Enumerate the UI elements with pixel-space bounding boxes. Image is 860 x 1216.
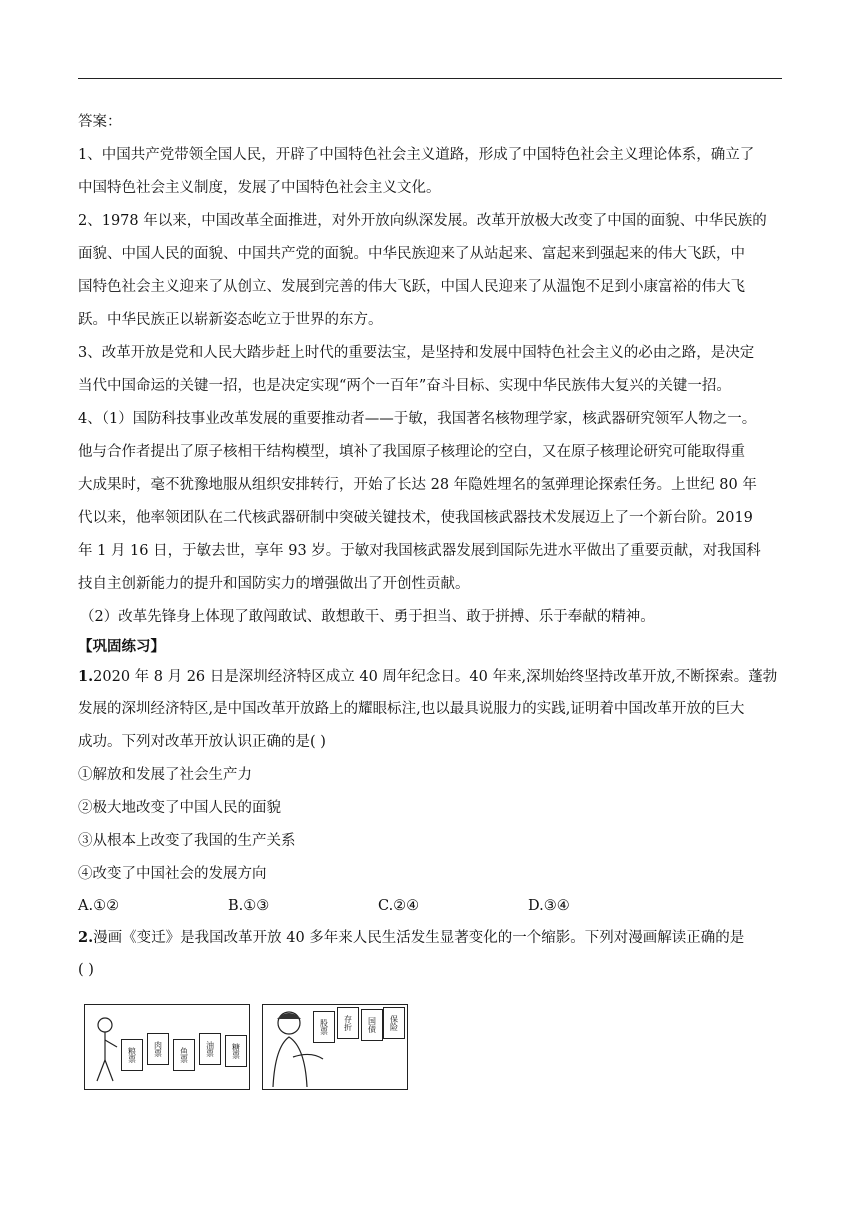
person-figure-icon bbox=[91, 1015, 121, 1085]
option-b[interactable]: B.①③ bbox=[228, 898, 270, 914]
answer-label: 答案： bbox=[78, 114, 122, 130]
answer-options bbox=[78, 891, 782, 921]
option-c[interactable]: C.②④ bbox=[378, 898, 420, 914]
header-rule bbox=[78, 78, 782, 79]
ticket: 国债 bbox=[361, 1009, 383, 1041]
ticket: 股票 bbox=[313, 1011, 335, 1043]
cartoon-panel-present bbox=[262, 1004, 408, 1090]
cartoon-panel-past bbox=[84, 1004, 250, 1090]
answer-4: 4、（1）国防科技事业改革发展的重要推动者——于敏，我国著名核物理学家，核武器研究领军人物之一。 他与合作者提出了原子核相干结构模型，填补了我国原子核理论的空白，又在原子核理论研究可能取得重 大成果时，毫不犹豫地服从组织安排转行，开始了长达 28 年隐姓埋名的氢弹理论探索任务。上世纪 80 年 代以来，他率领团队在二代核武器研制中突破关键技术，使我国核武器技术发展迈上了一个新台阶。2019 年 1 月 16 日，于敏去世，享年 93 岁。于敏对我国核武器发展到国际先进水平做出了重要贡献，对我国科 技自主创新能力的提升和国防实力的增强做出了开创性贡献。 bbox=[78, 411, 761, 592]
question-number: 2. bbox=[78, 929, 94, 946]
question-2: 2.漫画《变迁》是我国改革开放 40 多年来人民生活发生显著变化的一个缩影。下列对漫画解读正确的是 ( ) bbox=[78, 929, 745, 978]
ticket: 肉票 bbox=[147, 1033, 169, 1065]
ticket: 存折 bbox=[337, 1007, 359, 1039]
question-1: 1.2020 年 8 月 26 日是深圳经济特区成立 40 周年纪念日。40 年来,深圳始终坚持改革开放,不断探索。蓬勃 发展的深圳经济特区,是中国改革开放路上的耀眼标注,也以最具说服力的实践,证明着中国改革开放的巨大 成功。下列对改革开放认识正确的是( ) ①解放和发展了社会生产力 ②极大地改变了中国人民的面貌 ③从根本上改变了我国的生产关系 ④改变了中国社会的发展方向 A.①② B.①③ C.②④ D.③④ bbox=[78, 660, 782, 921]
statement: ①解放和发展了社会生产力 bbox=[78, 767, 252, 783]
answer-1: 1、中国共产党带领全国人民，开辟了中国特色社会主义道路，形成了中国特色社会主义理论体系，确立了 中国特色社会主义制度，发展了中国特色社会主义文化。 bbox=[78, 147, 755, 196]
answer-2: 2、1978 年以来，中国改革全面推进，对外开放向纵深发展。改革开放极大改变了中国的面貌、中华民族的 面貌、中国人民的面貌、中国共产党的面貌。中华民族迎来了从站起来、富起来到强起来的伟大飞跃，中 国特色社会主义迎来了从创立、发展到完善的伟大飞跃，中国人民迎来了从温饱不足到小康富裕的伟大飞 跃。中华民族正以崭新姿态屹立于世界的东方。 bbox=[78, 213, 767, 328]
ticket: 鱼票 bbox=[173, 1039, 195, 1071]
ticket: 糖票 bbox=[225, 1035, 247, 1067]
option-a[interactable]: A.①② bbox=[78, 898, 120, 914]
ticket: 油票 bbox=[199, 1033, 221, 1065]
answer-3: 3、改革开放是党和人民大踏步赶上时代的重要法宝，是坚持和发展中国特色社会主义的必由之路，是决定 当代中国命运的关键一招，也是决定实现“两个一百年”奋斗目标、实现中华民族伟大复兴的关键一招。 bbox=[78, 345, 755, 394]
question-number: 1. bbox=[78, 668, 94, 685]
answer-4-part-2: （2）改革先锋身上体现了敢闯敢试、敢想敢干、勇于担当、敢于拼搏、乐于奉献的精神。 bbox=[80, 609, 655, 625]
option-d[interactable]: D.③④ bbox=[528, 898, 570, 914]
statement: ②极大地改变了中国人民的面貌 bbox=[78, 800, 281, 816]
statement: ④改变了中国社会的发展方向 bbox=[78, 866, 267, 882]
ticket: 粮票 bbox=[121, 1039, 143, 1071]
section-title: 【巩固练习】 bbox=[78, 638, 165, 655]
document-body bbox=[78, 106, 782, 987]
statement: ③从根本上改变了我国的生产关系 bbox=[78, 833, 296, 849]
ticket: 保险 bbox=[383, 1007, 405, 1039]
cartoon-bianqian bbox=[84, 1004, 408, 1090]
